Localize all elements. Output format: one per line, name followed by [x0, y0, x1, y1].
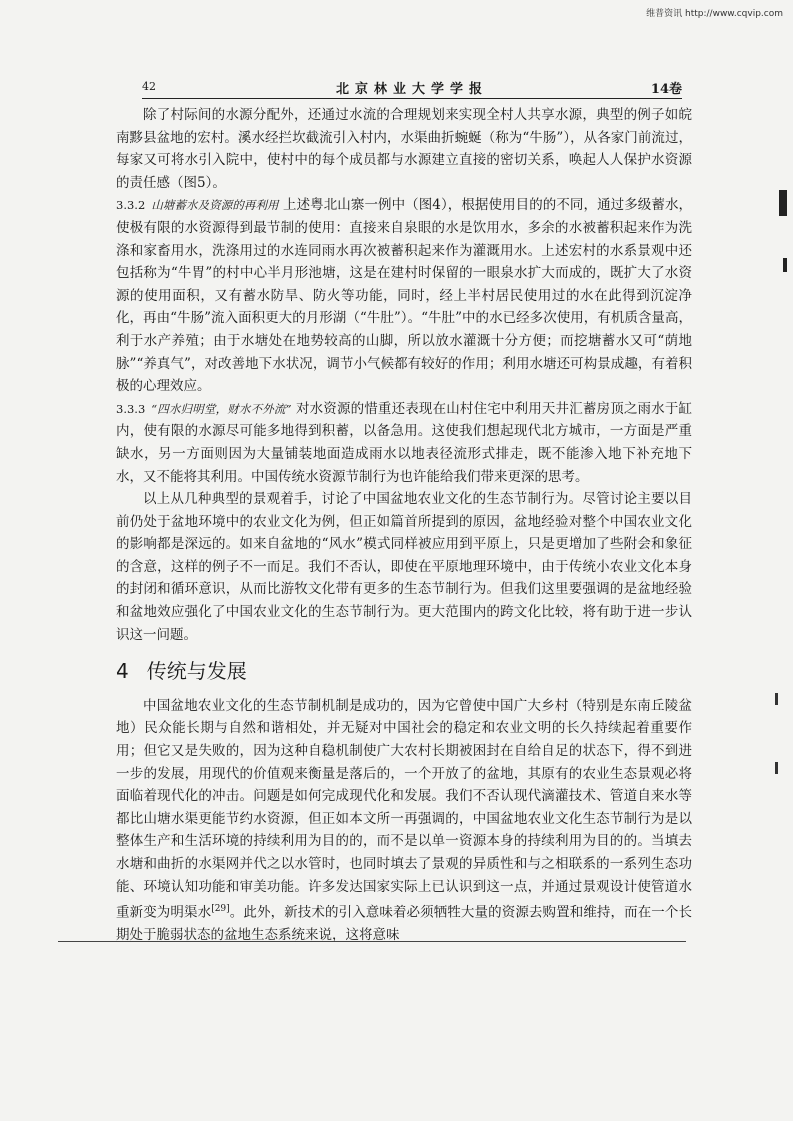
paragraph-text: 中国盆地农业文化的生态节制机制是成功的，因为它曾使中国广大乡村（特别是东南丘陵盆地）民众能长期与自然和谐相处，并无疑对中国社会的稳定和农业文明的长久持续起着重要作用；但它又是失败的，因为这种自稳机制使广大农村长期被困封在自给自足的状态下，得不到进一步的发展，用现代的价值观来衡量是落后的，一个开放了的盆地，其原有的农业生态景观必将面临着现代化的冲击。问题是如何完成现代化和发展。我们不否认现代滴灌技术、管道自来水等都比山塘水渠更能节约水资源，但正如本文所一再强调的，中国盆地农业文化生态节制行为是以整体生产和生活环境的持续利用为目的的，而不是以单一资源本身的持续利用为目的的。当填去水塘和曲折的水渠网并代之以水管时，也同时填去了景观的异质性和与之相联系的一系列生态功能、环境认知功能和审美功能。许多发达国家实际上已认识到这一点，并通过景观设计使管道水重新变为明渠水 [116, 697, 692, 921]
running-header [142, 78, 682, 98]
paragraph [116, 695, 692, 947]
volume-label: 14卷 [650, 82, 682, 97]
subsection-3-3-3 [116, 398, 692, 488]
subsection-number: 3.3.3 [116, 401, 146, 416]
section-title: 传统与发展 [146, 659, 247, 684]
header-rule [142, 98, 682, 99]
scan-edge-mark [779, 190, 787, 216]
scan-edge-mark [775, 693, 778, 705]
subsection-text: 上述粤北山寨一例中（图4），根据使用目的的不同，通过多级蓄水，使极有限的水资源得到最节制的使用：直接来自泉眼的水是饮用水，多余的水被蓄积起来作为洗涤和家畜用水，洗涤用过的水连同雨水再次被蓄积起来作为灌溉用水。上述宏村的水系景观中还包括称为“牛胃”的村中心半月形池塘，这是在建村时保留的一眼泉水扩大而成的，既扩大了水资源的使用面积，又有蓄水防旱、防火等功能，同时，经上半村居民使用过的水在此得到沉淀净化，再由“牛肠”流入面积更大的月形湖（“牛肚”）。“牛肚”中的水已经多次使用，有机质含量高，利于水产养殖；由于水塘处在地势较高的山脚，所以放水灌溉十分方便；而挖塘蓄水又可“荫地脉”“养真气”，对改善地下水状况，调节小气候都有较好的作用；利用水塘还可构景成趣，有着积极的心理效应。 [116, 197, 693, 395]
scan-edge-mark [775, 762, 778, 774]
article-body [116, 104, 692, 947]
subsection-3-3-2 [116, 194, 692, 397]
subsection-title: 山塘蓄水及资源的再利用 [151, 198, 279, 213]
citation: [29] [211, 904, 230, 915]
section-heading [116, 660, 692, 683]
scan-edge-mark [783, 258, 787, 272]
footer-rule [58, 941, 686, 942]
paragraph-text: 。此外，新技术的引入意味着必须牺牲大量的资源去购置和维持，而在一个长期处于脆弱状态的盆地生态系统来说，这将意味 [116, 904, 693, 944]
subsection-number: 3.3.2 [116, 198, 146, 213]
paragraph: 除了村际间的水源分配外，还通过水流的合理规划来实现全村人共享水源，典型的例子如皖南黟县盆地的宏村。溪水经拦坎截流引入村内，水渠曲折蜿蜒（称为“牛肠”），从各家门前流过，每家又可将水引入院中，使村中的每个成员都与水源建立直接的密切关系，唤起人人保护水资源的责任感（图5）。 [116, 107, 692, 191]
watermark: 维普资讯 http://www.cqvip.com [646, 9, 783, 19]
subsection-title: “四水归明堂，财水不外流” [151, 401, 292, 416]
subsection-text: 对水资源的惜重还表现在山村住宅中利用天井汇蓄房顶之雨水于缸内，使有限的水源尽可能多地得到积蓄，以备急用。这使我们想起现代北方城市，一方面是严重缺水，另一方面则因为大量铺装地面造成雨水以地表径流形式排走，既不能渗入地下补充地下水，又不能将其利用。中国传统水资源节制行为也许能给我们带来更深的思考。 [116, 400, 693, 485]
section-number: 4 [116, 659, 129, 684]
journal-title: 北京林业大学学报 [335, 82, 488, 97]
paragraph: 以上从几种典型的景观着手，讨论了中国盆地农业文化的生态节制行为。尽管讨论主要以目前仍处于盆地环境中的农业文化为例，但正如篇首所提到的原因，盆地经验对整个中国农业文化的影响都是深远的。如来自盆地的“风水”模式同样被应用到平原上，只是更增加了些附会和象征的含意，这样的例子不一而足。我们不否认，即使在平原地理环境中，由于传统小农业文化本身的封闭和循环意识，从而比游牧文化带有更多的生态节制行为。但我们这里要强调的是盆地经验和盆地效应强化了中国农业文化的生态节制行为。更大范围内的跨文化比较，将有助于进一步认识这一问题。 [116, 491, 692, 643]
page-number: 42 [142, 80, 156, 93]
